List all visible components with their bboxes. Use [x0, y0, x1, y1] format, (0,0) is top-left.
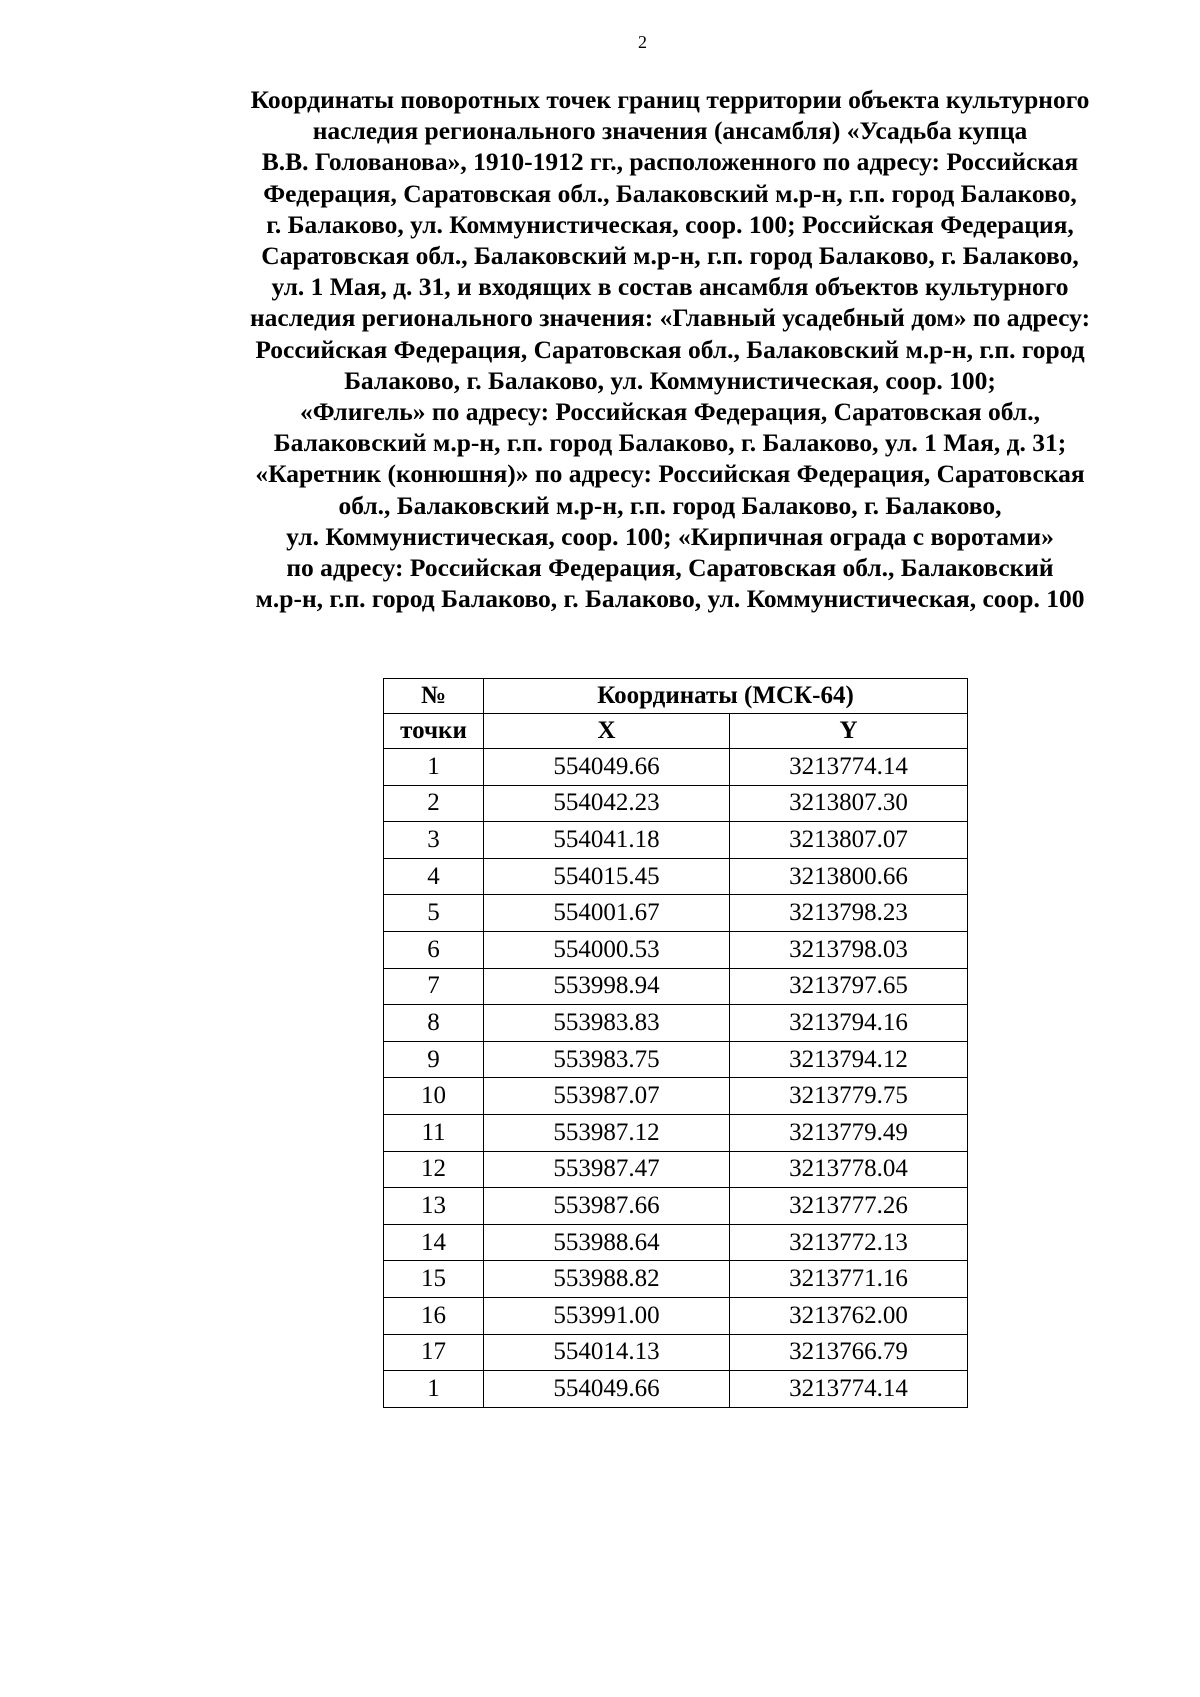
y-coordinate-cell: 3213762.00: [730, 1297, 968, 1334]
title-line: В.В. Голованова», 1910-1912 гг., расположенного по адресу: Российская: [261, 147, 1079, 177]
point-number-cell: 4: [384, 858, 484, 895]
y-coordinate-cell: 3213807.30: [730, 785, 968, 822]
table-row: [384, 968, 968, 1005]
point-number-cell: 13: [384, 1188, 484, 1225]
title-line: Координаты поворотных точек границ территории объекта культурного: [250, 85, 1090, 114]
x-coordinate-cell: 553987.12: [484, 1114, 730, 1151]
x-coordinate-cell: 554049.66: [484, 749, 730, 786]
y-coordinate-cell: 3213778.04: [730, 1151, 968, 1188]
y-coordinate-cell: 3213798.03: [730, 931, 968, 968]
y-coordinate-cell: 3213774.14: [730, 1371, 968, 1408]
title-line: наследия регионального значения: «Главный усадебный дом» по адресу:: [249, 303, 1091, 333]
title-line: Балаково, г. Балаково, ул. Коммунистическая, соор. 100;: [344, 365, 996, 395]
table-header-row: [384, 679, 968, 714]
x-coordinate-cell: 553988.64: [484, 1224, 730, 1261]
table-subheader-row: [384, 714, 968, 749]
y-coordinate-cell: 3213774.14: [730, 749, 968, 786]
table-row: [384, 1151, 968, 1188]
point-number-cell: 8: [384, 1005, 484, 1042]
title-line: ул. Коммунистическая, соор. 100; «Кирпичная ограда с воротами»: [286, 521, 1054, 551]
point-number-cell: 2: [384, 785, 484, 822]
title-line: г. Балаково, ул. Коммунистическая, соор. 100; Российская Федерация,: [266, 209, 1074, 239]
x-coordinate-cell: 554042.23: [484, 785, 730, 822]
x-coordinate-cell: 554014.13: [484, 1334, 730, 1371]
y-column-header: Y: [730, 714, 968, 749]
title-line: Федерация, Саратовская обл., Балаковский м.р-н, г.п. город Балаково,: [263, 178, 1077, 208]
title-line: Российская Федерация, Саратовская обл., Балаковский м.р-н, г.п. город: [255, 334, 1085, 364]
title-line: м.р-н, г.п. город Балаково, г. Балаково, ул. Коммунистическая, соор. 100: [255, 584, 1085, 614]
document-title: [185, 84, 1155, 614]
y-coordinate-cell: 3213800.66: [730, 858, 968, 895]
table-row: [384, 1041, 968, 1078]
table-row: [384, 931, 968, 968]
point-number-cell: 5: [384, 895, 484, 932]
x-coordinate-cell: 553987.47: [484, 1151, 730, 1188]
page-number: 2: [638, 32, 647, 52]
title-line: «Флигель» по адресу: Российская Федерация, Саратовская обл.,: [300, 397, 1040, 427]
y-coordinate-cell: 3213779.75: [730, 1078, 968, 1115]
y-coordinate-cell: 3213794.12: [730, 1041, 968, 1078]
y-coordinate-cell: 3213797.65: [730, 968, 968, 1005]
title-line: по адресу: Российская Федерация, Саратовская обл., Балаковский: [286, 553, 1054, 583]
point-number-cell: 9: [384, 1041, 484, 1078]
x-coordinate-cell: 554001.67: [484, 895, 730, 932]
x-coordinate-cell: 553988.82: [484, 1261, 730, 1298]
table-row: [384, 895, 968, 932]
title-line: Балаковский м.р-н, г.п. город Балаково, г. Балаково, ул. 1 Мая, д. 31;: [273, 428, 1067, 458]
table-row: [384, 858, 968, 895]
point-number-cell: 7: [384, 968, 484, 1005]
table-row: [384, 1261, 968, 1298]
y-coordinate-cell: 3213794.16: [730, 1005, 968, 1042]
table-row: [384, 1188, 968, 1225]
table-row: [384, 1078, 968, 1115]
point-number-cell: 14: [384, 1224, 484, 1261]
title-line: обл., Балаковский м.р-н, г.п. город Балаково, г. Балаково,: [338, 490, 1002, 520]
x-coordinate-cell: 553987.07: [484, 1078, 730, 1115]
y-coordinate-cell: 3213807.07: [730, 822, 968, 859]
table-row: [384, 1334, 968, 1371]
table-row: [384, 749, 968, 786]
point-number-cell: 3: [384, 822, 484, 859]
point-number-cell: 11: [384, 1114, 484, 1151]
title-line: «Каретник (конюшня)» по адресу: Российская Федерация, Саратовская: [255, 459, 1085, 489]
x-coordinate-cell: 554015.45: [484, 858, 730, 895]
table-row: [384, 822, 968, 859]
table-row: [384, 1224, 968, 1261]
point-number-cell: 1: [384, 749, 484, 786]
x-coordinate-cell: 553983.75: [484, 1041, 730, 1078]
x-column-header: X: [484, 714, 730, 749]
title-line: Саратовская обл., Балаковский м.р-н, г.п. город Балаково, г. Балаково,: [261, 241, 1079, 271]
title-line: наследия регионального значения (ансамбля) «Усадьба купца: [312, 116, 1028, 146]
point-number-cell: 15: [384, 1261, 484, 1298]
point-number-cell: 6: [384, 931, 484, 968]
x-coordinate-cell: 553987.66: [484, 1188, 730, 1225]
x-coordinate-cell: 554049.66: [484, 1371, 730, 1408]
point-number-header-label: точки: [384, 714, 484, 749]
point-number-cell: 16: [384, 1297, 484, 1334]
x-coordinate-cell: 553991.00: [484, 1297, 730, 1334]
point-number-cell: 1: [384, 1371, 484, 1408]
x-coordinate-cell: 553998.94: [484, 968, 730, 1005]
table-row: [384, 1371, 968, 1408]
x-coordinate-cell: 554041.18: [484, 822, 730, 859]
y-coordinate-cell: 3213772.13: [730, 1224, 968, 1261]
point-number-header: №: [384, 679, 484, 714]
table-row: [384, 1005, 968, 1042]
title-line: ул. 1 Мая, д. 31, и входящих в состав ансамбля объектов культурного: [271, 272, 1069, 302]
point-number-cell: 17: [384, 1334, 484, 1371]
coordinates-table: [383, 678, 968, 1408]
y-coordinate-cell: 3213766.79: [730, 1334, 968, 1371]
y-coordinate-cell: 3213777.26: [730, 1188, 968, 1225]
point-number-cell: 12: [384, 1151, 484, 1188]
table-row: [384, 1297, 968, 1334]
table-body: [384, 749, 968, 1408]
y-coordinate-cell: 3213798.23: [730, 895, 968, 932]
point-number-cell: 10: [384, 1078, 484, 1115]
coordinates-header: Координаты (МСК-64): [484, 679, 968, 714]
table-row: [384, 1114, 968, 1151]
table-row: [384, 785, 968, 822]
x-coordinate-cell: 554000.53: [484, 931, 730, 968]
y-coordinate-cell: 3213779.49: [730, 1114, 968, 1151]
y-coordinate-cell: 3213771.16: [730, 1261, 968, 1298]
x-coordinate-cell: 553983.83: [484, 1005, 730, 1042]
